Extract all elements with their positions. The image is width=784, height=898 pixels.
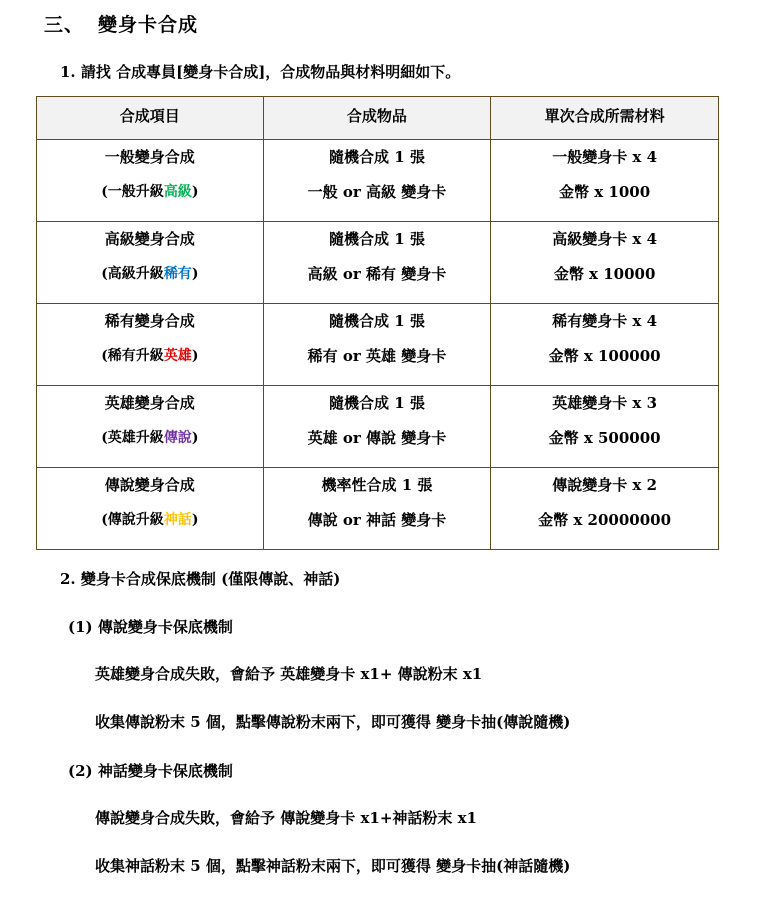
synthesis-item-title: 英雄變身合成 — [104, 394, 195, 412]
material-cards: 英雄變身卡 x 3 — [552, 394, 658, 412]
legend-guarantee-line1: 英雄變身合成失敗，會給予 英雄變身卡 x1+ 傳說粉末 x1 — [95, 665, 483, 683]
synthesis-result-cell — [263, 468, 491, 550]
synthesis-item-cell — [37, 468, 264, 550]
guarantee-heading: 2. 變身卡合成保底機制 (僅限傳說、神話) — [60, 570, 341, 588]
synthesis-item-title: 稀有變身合成 — [104, 312, 195, 330]
section-title-text: 變身卡合成 — [98, 14, 199, 36]
header-synthesis-result: 合成物品 — [263, 97, 491, 140]
material-gold: 金幣 x 1000 — [559, 183, 651, 201]
material-cards: 高級變身卡 x 4 — [552, 230, 658, 248]
material-cards: 稀有變身卡 x 4 — [552, 312, 658, 330]
material-gold: 金幣 x 20000000 — [538, 511, 672, 529]
synthesis-item-cell — [37, 304, 264, 386]
result-line2: 高級 or 稀有 變身卡 — [307, 265, 447, 283]
section-title — [44, 10, 198, 37]
upgrade-path — [37, 264, 263, 284]
myth-guarantee-line1: 傳說變身合成失敗，會給予 傳說變身卡 x1+神話粉末 x1 — [95, 809, 477, 827]
upgrade-prefix: (英雄升級 — [101, 430, 164, 446]
table-row — [37, 222, 719, 304]
result-line2: 一般 or 高級 變身卡 — [307, 183, 447, 201]
materials-cell — [491, 222, 719, 304]
synthesis-result-cell — [263, 222, 491, 304]
upgrade-path — [37, 428, 263, 448]
synthesis-item-cell — [37, 222, 264, 304]
table-row — [37, 468, 719, 550]
upgrade-suffix: ) — [191, 184, 199, 200]
upgrade-suffix: ) — [191, 430, 199, 446]
synthesis-table — [36, 96, 719, 550]
material-gold: 金幣 x 10000 — [553, 265, 656, 283]
synthesis-result-cell — [263, 304, 491, 386]
material-gold: 金幣 x 100000 — [548, 347, 661, 365]
result-line1: 隨機合成 1 張 — [328, 312, 425, 330]
table-row — [37, 140, 719, 222]
materials-cell — [491, 304, 719, 386]
intro-paragraph: 1. 請找 合成專員[變身卡合成]，合成物品與材料明細如下。 — [60, 63, 461, 81]
materials-cell — [491, 468, 719, 550]
upgrade-prefix: (一般升級 — [101, 184, 164, 200]
upgrade-target: 傳說 — [163, 430, 192, 446]
result-line2: 稀有 or 英雄 變身卡 — [307, 347, 447, 365]
table-header-row — [37, 97, 719, 140]
upgrade-target: 稀有 — [163, 266, 192, 282]
synthesis-result-cell — [263, 386, 491, 468]
section-number: 三、 — [44, 14, 85, 36]
upgrade-path — [37, 510, 263, 530]
material-cards: 傳說變身卡 x 2 — [552, 476, 658, 494]
synthesis-item-title: 一般變身合成 — [104, 148, 195, 166]
header-materials: 單次合成所需材料 — [491, 97, 719, 140]
materials-cell — [491, 386, 719, 468]
header-synthesis-item: 合成項目 — [37, 97, 264, 140]
upgrade-target: 神話 — [163, 512, 192, 528]
upgrade-suffix: ) — [191, 512, 199, 528]
upgrade-path — [37, 182, 263, 202]
synthesis-item-title: 高級變身合成 — [104, 230, 195, 248]
material-cards: 一般變身卡 x 4 — [552, 148, 658, 166]
material-gold: 金幣 x 500000 — [548, 429, 661, 447]
result-line2: 傳說 or 神話 變身卡 — [307, 511, 447, 529]
result-line1: 隨機合成 1 張 — [328, 230, 425, 248]
upgrade-suffix: ) — [191, 266, 199, 282]
legend-guarantee-line2: 收集傳說粉末 5 個，點擊傳說粉末兩下，即可獲得 變身卡抽(傳說隨機) — [95, 713, 571, 731]
myth-guarantee-line2: 收集神話粉末 5 個，點擊神話粉末兩下，即可獲得 變身卡抽(神話隨機) — [95, 857, 571, 875]
synthesis-result-cell — [263, 140, 491, 222]
result-line1: 隨機合成 1 張 — [328, 394, 425, 412]
result-line1: 隨機合成 1 張 — [328, 148, 425, 166]
upgrade-path — [37, 346, 263, 366]
result-line1: 機率性合成 1 張 — [321, 476, 433, 494]
upgrade-suffix: ) — [191, 348, 199, 364]
table-row — [37, 304, 719, 386]
synthesis-item-title: 傳說變身合成 — [104, 476, 195, 494]
upgrade-target: 英雄 — [163, 348, 192, 364]
upgrade-prefix: (高級升級 — [101, 266, 164, 282]
upgrade-prefix: (傳說升級 — [101, 512, 164, 528]
result-line2: 英雄 or 傳說 變身卡 — [307, 429, 447, 447]
table-row — [37, 386, 719, 468]
upgrade-target: 高級 — [163, 184, 192, 200]
synthesis-item-cell — [37, 386, 264, 468]
upgrade-prefix: (稀有升級 — [101, 348, 164, 364]
synthesis-item-cell — [37, 140, 264, 222]
myth-guarantee-heading: (2) 神話變身卡保底機制 — [68, 762, 233, 780]
legend-guarantee-heading: (1) 傳說變身卡保底機制 — [68, 618, 233, 636]
materials-cell — [491, 140, 719, 222]
